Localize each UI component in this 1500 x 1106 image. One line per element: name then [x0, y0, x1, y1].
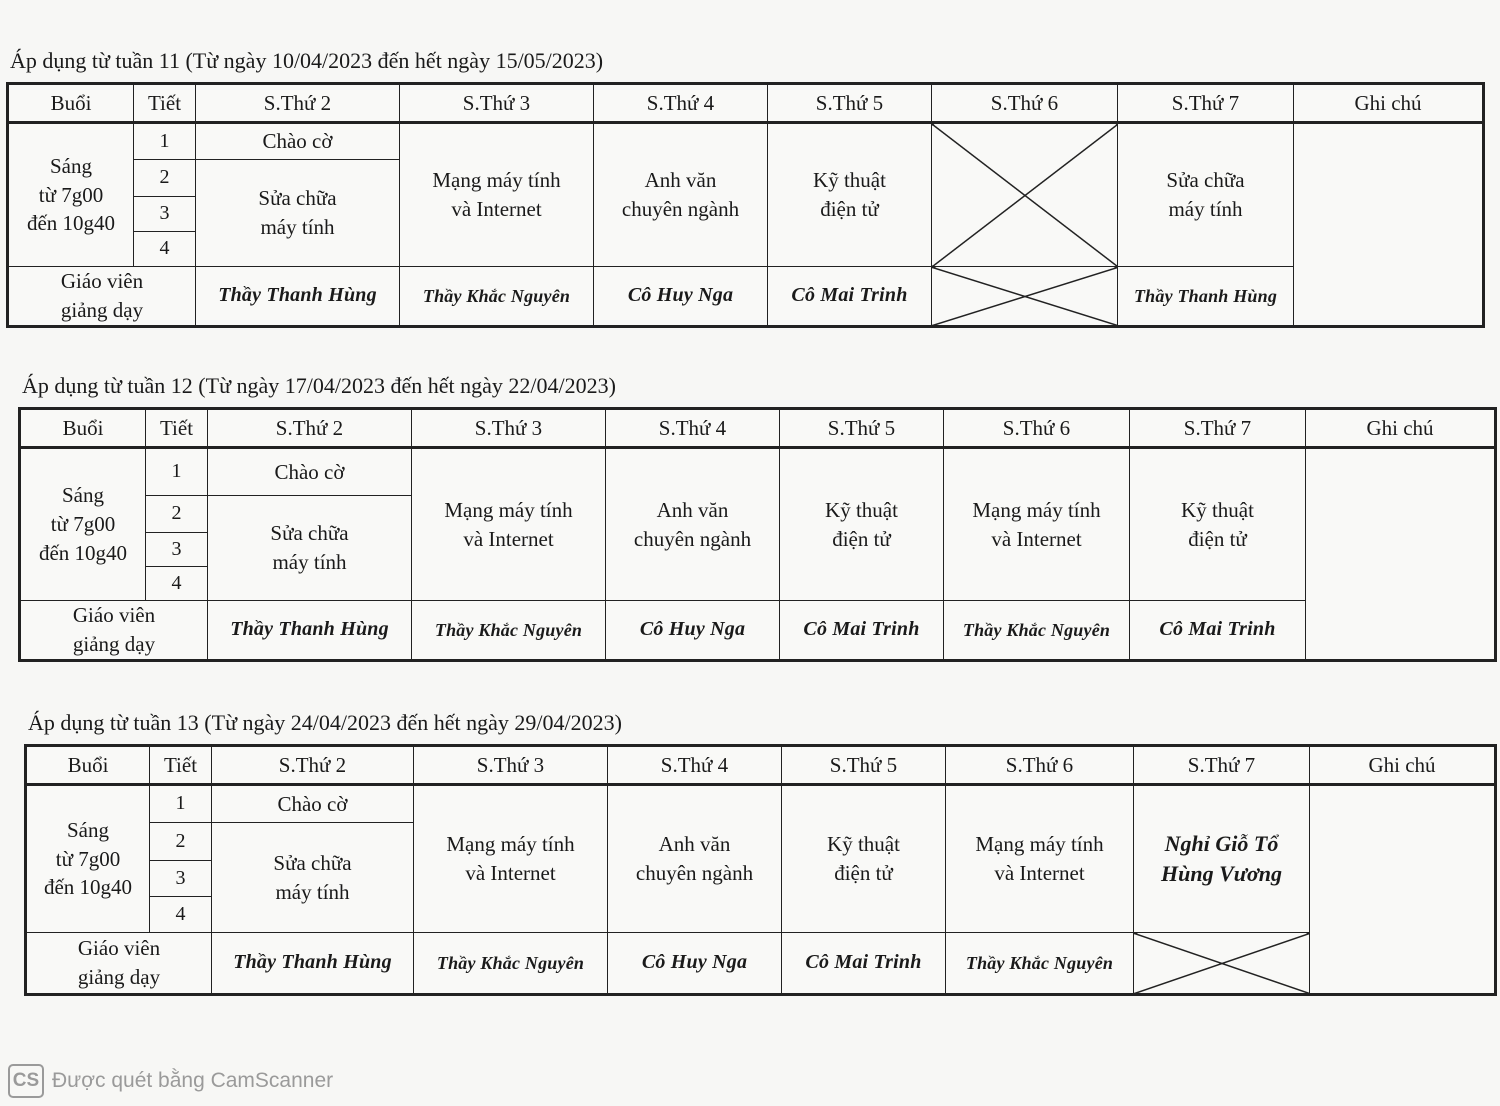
session-line: Sáng — [62, 483, 104, 508]
header-wed: S.Thứ 4 — [606, 409, 780, 448]
subject-line: Mạng máy tính — [446, 832, 575, 857]
teacher-label-line: giảng dạy — [77, 965, 161, 989]
session-line: từ 7g00 — [50, 512, 116, 537]
teacher-fri-empty-cross — [932, 267, 1118, 327]
mon-subject — [212, 823, 414, 933]
teacher-tue: Thầy Khắc Nguyên — [414, 933, 608, 995]
period-row-1 — [8, 123, 1484, 160]
week11-heading: Áp dụng từ tuần 11 (Từ ngày 10/04/2023 đến hết ngày 15/05/2023) — [10, 48, 604, 73]
note-cell — [1306, 448, 1496, 661]
camscanner-watermark — [8, 1064, 333, 1098]
header-sat: S.Thứ 7 — [1118, 84, 1294, 123]
period-number: 1 — [146, 448, 208, 496]
header-mon: S.Thứ 2 — [208, 409, 412, 448]
week13-timetable — [24, 744, 1497, 996]
header-session: Buổi — [26, 746, 150, 785]
week13-section — [24, 710, 1497, 996]
teacher-tue: Thầy Khắc Nguyên — [400, 267, 594, 327]
session-line: từ 7g00 — [55, 846, 121, 871]
teacher-sat-empty-cross — [1134, 933, 1310, 995]
subject-line: điện tử — [820, 197, 879, 221]
mon-subject — [196, 160, 400, 267]
subject-line: và Internet — [991, 526, 1082, 551]
subject-line: Kỹ thuật — [1181, 497, 1254, 522]
subject-line: Anh văn — [644, 168, 717, 193]
note-cell — [1310, 785, 1496, 995]
subject-line: và Internet — [465, 861, 556, 885]
subject-line: máy tính — [1168, 197, 1243, 221]
teacher-label — [8, 267, 196, 327]
subject-line: điện tử — [834, 861, 893, 885]
period-number: 1 — [150, 785, 212, 823]
thu-subject — [782, 785, 946, 933]
header-session: Buổi — [8, 84, 134, 123]
header-sat: S.Thứ 7 — [1130, 409, 1306, 448]
holiday-line: Hùng Vương — [1161, 861, 1282, 886]
header-tue: S.Thứ 3 — [412, 409, 606, 448]
session-line: đến 10g40 — [38, 540, 128, 565]
subject-line: Anh văn — [658, 832, 731, 857]
subject-line: Sửa chữa — [273, 850, 352, 875]
session-line: Sáng — [67, 817, 109, 842]
subject-line: và Internet — [994, 861, 1085, 885]
subject-line: Mạng máy tính — [432, 168, 561, 193]
header-period: Tiết — [150, 746, 212, 785]
period-number: 4 — [150, 897, 212, 933]
period-number: 4 — [134, 232, 196, 267]
header-row — [26, 746, 1496, 785]
session-line: từ 7g00 — [38, 182, 104, 207]
teacher-fri: Thầy Khắc Nguyên — [946, 933, 1134, 995]
week11-section — [6, 48, 1485, 328]
teacher-row — [20, 601, 1496, 661]
thu-subject — [780, 448, 944, 601]
session-line: đến 10g40 — [26, 211, 116, 236]
week13-heading: Áp dụng từ tuần 13 (Từ ngày 24/04/2023 đến hết ngày 29/04/2023) — [28, 710, 622, 735]
teacher-mon: Thầy Thanh Hùng — [196, 267, 400, 327]
header-fri: S.Thứ 6 — [932, 84, 1118, 123]
subject-line: và Internet — [463, 526, 554, 551]
subject-line: Sửa chữa — [258, 186, 337, 211]
teacher-mon: Thầy Thanh Hùng — [208, 601, 412, 661]
session-cell — [8, 123, 134, 267]
wed-subject — [608, 785, 782, 933]
subject-line: Anh văn — [656, 497, 729, 522]
teacher-sat: Thầy Thanh Hùng — [1118, 267, 1294, 327]
header-note: Ghi chú — [1294, 84, 1484, 123]
header-period: Tiết — [146, 409, 208, 448]
tue-subject — [400, 123, 594, 267]
session-line: Sáng — [50, 153, 92, 178]
subject-line: điện tử — [1188, 526, 1247, 551]
period-number: 2 — [146, 496, 208, 533]
sat-subject — [1118, 123, 1294, 267]
teacher-label — [26, 933, 212, 995]
period-number: 2 — [134, 160, 196, 197]
header-tue: S.Thứ 3 — [400, 84, 594, 123]
mon-flag-ceremony: Chào cờ — [212, 785, 414, 823]
mon-subject — [208, 496, 412, 601]
header-note: Ghi chú — [1306, 409, 1496, 448]
header-thu: S.Thứ 5 — [782, 746, 946, 785]
wed-subject — [594, 123, 768, 267]
fri-subject — [946, 785, 1134, 933]
header-row — [20, 409, 1496, 448]
teacher-wed: Cô Huy Nga — [606, 601, 780, 661]
session-line: đến 10g40 — [43, 875, 133, 900]
period-number: 4 — [146, 567, 208, 601]
week12-heading: Áp dụng từ tuần 12 (Từ ngày 17/04/2023 đến hết ngày 22/04/2023) — [22, 373, 616, 398]
fri-empty-cross — [932, 123, 1118, 267]
week12-section — [18, 373, 1497, 662]
week11-timetable — [6, 82, 1485, 328]
period-number: 1 — [134, 123, 196, 160]
teacher-label-line: Giáo viên — [72, 603, 156, 628]
fri-subject — [944, 448, 1130, 601]
teacher-thu: Cô Mai Trinh — [768, 267, 932, 327]
subject-line: và Internet — [451, 197, 542, 221]
period-number: 3 — [150, 861, 212, 897]
subject-line: chuyên ngành — [635, 861, 754, 885]
thu-subject — [768, 123, 932, 267]
header-mon: S.Thứ 2 — [212, 746, 414, 785]
week12-timetable — [18, 407, 1497, 662]
period-number: 3 — [146, 533, 208, 567]
subject-line: chuyên ngành — [633, 526, 752, 551]
mon-flag-ceremony: Chào cờ — [196, 123, 400, 160]
header-sat: S.Thứ 7 — [1134, 746, 1310, 785]
camscanner-logo: CS — [8, 1064, 44, 1098]
subject-line: Sửa chữa — [1166, 168, 1245, 193]
session-cell — [20, 448, 146, 601]
period-row-1 — [20, 448, 1496, 496]
subject-line: máy tính — [272, 550, 347, 574]
header-tue: S.Thứ 3 — [414, 746, 608, 785]
subject-line: máy tính — [260, 215, 335, 239]
teacher-wed: Cô Huy Nga — [608, 933, 782, 995]
subject-line: Mạng máy tính — [972, 497, 1101, 522]
header-period: Tiết — [134, 84, 196, 123]
tue-subject — [414, 785, 608, 933]
subject-line: máy tính — [275, 879, 350, 904]
teacher-row — [26, 933, 1496, 995]
subject-line: Kỹ thuật — [827, 832, 900, 857]
teacher-row — [8, 267, 1484, 327]
sat-holiday — [1134, 785, 1310, 933]
teacher-fri: Thầy Khắc Nguyên — [944, 601, 1130, 661]
header-fri: S.Thứ 6 — [944, 409, 1130, 448]
teacher-thu: Cô Mai Trinh — [782, 933, 946, 995]
header-fri: S.Thứ 6 — [946, 746, 1134, 785]
teacher-label — [20, 601, 208, 661]
period-number: 3 — [134, 197, 196, 232]
header-thu: S.Thứ 5 — [780, 409, 944, 448]
subject-line: Mạng máy tính — [975, 832, 1104, 857]
camscanner-text: Được quét bằng CamScanner — [52, 1069, 334, 1092]
teacher-sat: Cô Mai Trinh — [1130, 601, 1306, 661]
header-mon: S.Thứ 2 — [196, 84, 400, 123]
holiday-line: Nghỉ Giỗ Tổ — [1164, 830, 1279, 856]
wed-subject — [606, 448, 780, 601]
period-number: 2 — [150, 823, 212, 861]
sat-subject — [1130, 448, 1306, 601]
header-wed: S.Thứ 4 — [594, 84, 768, 123]
subject-line: chuyên ngành — [621, 197, 740, 221]
teacher-label-line: Giáo viên — [60, 269, 144, 293]
header-wed: S.Thứ 4 — [608, 746, 782, 785]
note-cell — [1294, 123, 1484, 327]
subject-line: Sửa chữa — [270, 521, 349, 546]
subject-line: Mạng máy tính — [444, 497, 573, 522]
teacher-wed: Cô Huy Nga — [594, 267, 768, 327]
subject-line: Kỹ thuật — [813, 168, 886, 193]
teacher-mon: Thầy Thanh Hùng — [212, 933, 414, 995]
subject-line: điện tử — [832, 526, 891, 551]
subject-line: Kỹ thuật — [825, 497, 898, 522]
mon-flag-ceremony: Chào cờ — [208, 448, 412, 496]
teacher-label-line: giảng dạy — [60, 297, 144, 322]
teacher-label-line: giảng dạy — [72, 632, 156, 656]
period-row-1 — [26, 785, 1496, 823]
header-row — [8, 84, 1484, 123]
tue-subject — [412, 448, 606, 601]
header-thu: S.Thứ 5 — [768, 84, 932, 123]
header-note: Ghi chú — [1310, 746, 1496, 785]
teacher-tue: Thầy Khắc Nguyên — [412, 601, 606, 661]
teacher-thu: Cô Mai Trinh — [780, 601, 944, 661]
header-session: Buổi — [20, 409, 146, 448]
teacher-label-line: Giáo viên — [77, 936, 161, 961]
session-cell — [26, 785, 150, 933]
